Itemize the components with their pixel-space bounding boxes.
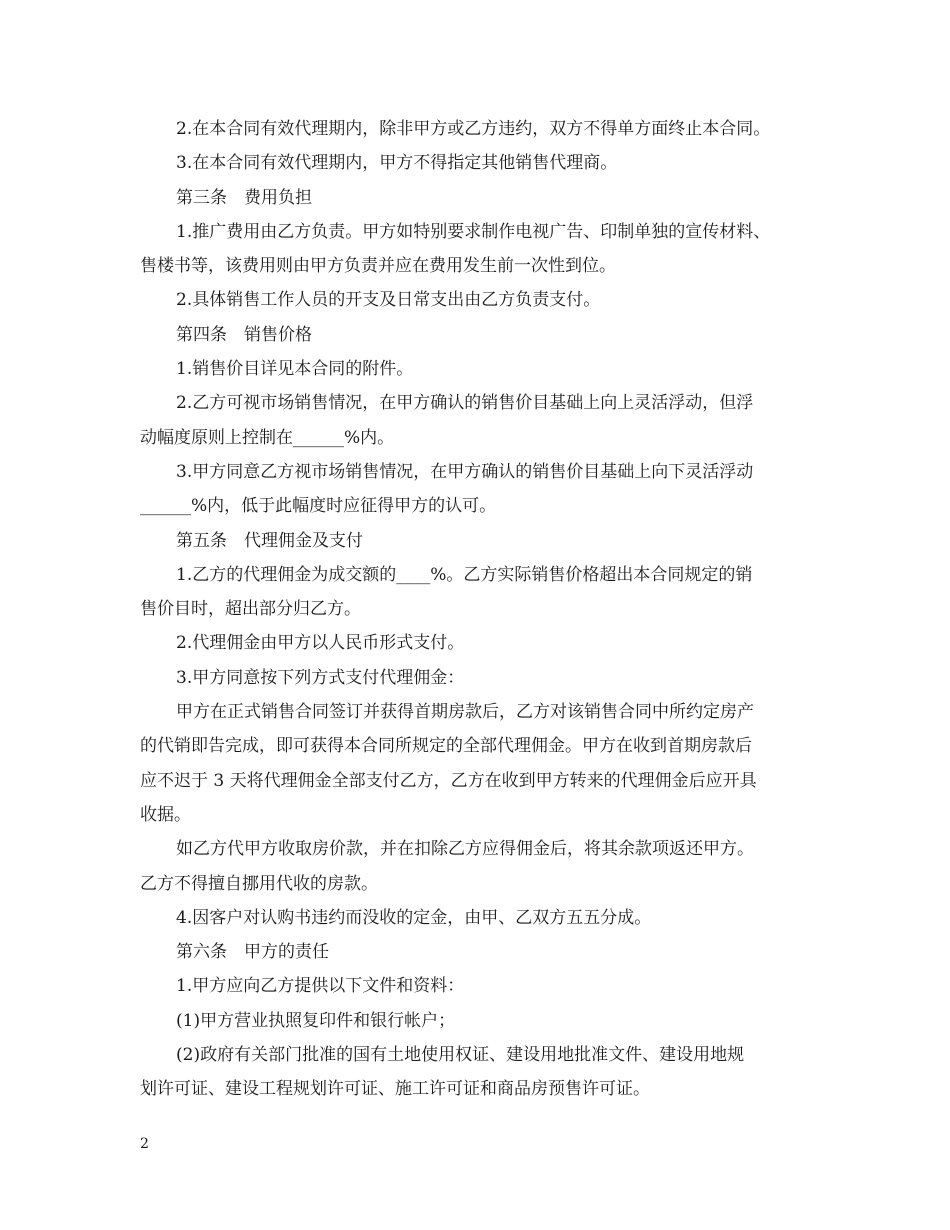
paragraph-line: 2.在本合同有效代理期内，除非甲方或乙方违约，双方不得单方面终止本合同。 bbox=[176, 119, 771, 139]
paragraph-line: 售楼书等，该费用则由甲方负责并应在费用发生前一次性到位。 bbox=[140, 256, 616, 277]
paragraph-line: 第四条 销售价格 bbox=[176, 324, 312, 345]
paragraph-line: 1.推广费用由乙方负责。甲方如特别要求制作电视广告、印制单独的宣传材料、 bbox=[176, 221, 771, 242]
paragraph-line: 第三条 费用负担 bbox=[176, 187, 312, 208]
paragraph-line: 收据。 bbox=[140, 804, 191, 825]
paragraph-line: 乙方不得擅自挪用代收的房款。 bbox=[140, 873, 378, 894]
paragraph-line: 如乙方代甲方收取房价款，并在扣除乙方应得佣金后，将其余款项返还甲方。 bbox=[176, 839, 754, 860]
paragraph-line: 2.乙方可视市场销售情况，在甲方确认的销售价目基础上向上灵活浮动，但浮 bbox=[176, 393, 754, 414]
paragraph-line: 3.甲方同意按下列方式支付代理佣金： bbox=[176, 667, 465, 688]
paragraph-line: 1.销售价目详见本合同的附件。 bbox=[176, 359, 414, 380]
paragraph-line: (2)政府有关部门批准的国有土地使用权证、建设用地批准文件、建设用地规 bbox=[176, 1045, 745, 1066]
paragraph-line: 2.具体销售工作人员的开支及日常支出由乙方负责支付。 bbox=[176, 290, 601, 311]
document-body bbox=[140, 112, 820, 1107]
paragraph-line: 第五条 代理佣金及支付 bbox=[176, 530, 363, 551]
paragraph-line: (1)甲方营业执照复印件和银行帐户； bbox=[176, 1010, 456, 1031]
paragraph-line: 动幅度原则上控制在______%内。 bbox=[140, 427, 395, 448]
paragraph-line: 2.代理佣金由甲方以人民币形式支付。 bbox=[176, 633, 465, 654]
paragraph-line: 1.甲方应向乙方提供以下文件和资料： bbox=[176, 976, 465, 997]
paragraph-line: 应不迟于 3 天将代理佣金全部支付乙方，乙方在收到甲方转来的代理佣金后应开具 bbox=[140, 770, 757, 791]
paragraph-line: 3.在本合同有效代理期内，甲方不得指定其他销售代理商。 bbox=[176, 153, 618, 174]
paragraph-line: ______%内，低于此幅度时应征得甲方的认可。 bbox=[140, 496, 497, 517]
paragraph-line: 第六条 甲方的责任 bbox=[176, 942, 329, 963]
page-number: 2 bbox=[140, 1136, 149, 1152]
paragraph-line: 划许可证、建设工程规划许可证、施工许可证和商品房预售许可证。 bbox=[140, 1079, 650, 1100]
paragraph-line: 3.甲方同意乙方视市场销售情况，在甲方确认的销售价目基础上向下灵活浮动 bbox=[176, 461, 754, 482]
paragraph-line: 4.因客户对认购书违约而没收的定金，由甲、乙双方五五分成。 bbox=[176, 907, 652, 928]
paragraph-line: 1.乙方的代理佣金为成交额的____%。乙方实际销售价格超出本合同规定的销 bbox=[176, 564, 753, 585]
paragraph-line: 售价目时，超出部分归乙方。 bbox=[140, 599, 361, 620]
paragraph-line: 的代销即告完成，即可获得本合同所规定的全部代理佣金。甲方在收到首期房款后 bbox=[140, 736, 752, 757]
paragraph-line: 甲方在正式销售合同签订并获得首期房款后，乙方对该销售合同中所约定房产 bbox=[176, 702, 754, 723]
